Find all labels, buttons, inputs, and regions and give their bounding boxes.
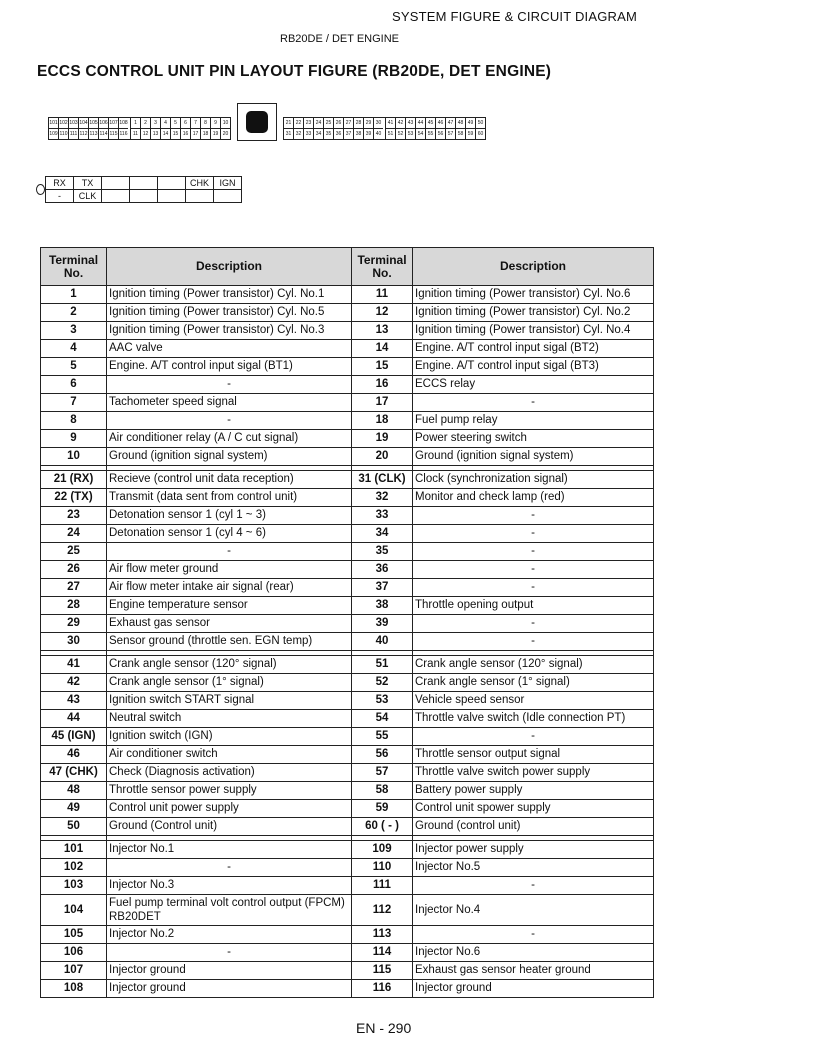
connector-pin: 109 <box>49 128 59 139</box>
terminal-description: Throttle sensor output signal <box>413 746 654 764</box>
terminal-description: - <box>413 525 654 543</box>
table-row <box>41 322 654 340</box>
terminal-number: 107 <box>41 962 107 980</box>
terminal-description: Ground (Control unit) <box>107 818 352 836</box>
connector-pin: 36 <box>334 128 344 139</box>
terminal-description: Monitor and check lamp (red) <box>413 489 654 507</box>
terminal-description: - <box>413 543 654 561</box>
connector-pin: 32 <box>294 128 304 139</box>
diag-pin: - <box>46 190 74 203</box>
terminal-number: 38 <box>352 597 413 615</box>
terminal-number: 54 <box>352 710 413 728</box>
connector-pin: 58 <box>456 128 466 139</box>
connector-pin: 45 <box>426 118 436 128</box>
terminal-description: Throttle valve switch (Idle connection PT) <box>413 710 654 728</box>
connector-pin: 38 <box>354 128 364 139</box>
terminal-number: 49 <box>41 800 107 818</box>
terminal-number: 1 <box>41 286 107 304</box>
terminal-number: 48 <box>41 782 107 800</box>
connector-pin: 111 <box>69 128 79 139</box>
table-row <box>41 376 654 394</box>
terminal-number: 36 <box>352 561 413 579</box>
terminal-description: Ignition timing (Power transistor) Cyl. No.2 <box>413 304 654 322</box>
terminal-number: 13 <box>352 322 413 340</box>
terminal-number: 26 <box>41 561 107 579</box>
pin-table-container <box>40 247 654 998</box>
connector-pin: 43 <box>406 118 416 128</box>
terminal-description: Clock (synchronization signal) <box>413 471 654 489</box>
connector-pin: 34 <box>314 128 324 139</box>
diag-pin: CHK <box>186 177 214 190</box>
connector-pin-block <box>48 117 231 140</box>
terminal-number: 51 <box>352 656 413 674</box>
connector-pin: 60 <box>476 128 485 139</box>
connector-pin: 1 <box>131 118 141 128</box>
terminal-number: 41 <box>41 656 107 674</box>
terminal-number: 58 <box>352 782 413 800</box>
table-row <box>41 412 654 430</box>
terminal-description: - <box>413 561 654 579</box>
connector-pin: 11 <box>131 128 141 139</box>
terminal-description: Air flow meter intake air signal (rear) <box>107 579 352 597</box>
terminal-description: - <box>107 859 352 877</box>
connector-pin-figure <box>48 117 486 141</box>
connector-pin: 110 <box>59 128 69 139</box>
connector-pin: 29 <box>364 118 374 128</box>
connector-pin: 46 <box>436 118 446 128</box>
table-row <box>41 471 654 489</box>
connector-pin: 47 <box>446 118 456 128</box>
terminal-number: 12 <box>352 304 413 322</box>
terminal-description: Engine. A/T control input sigal (BT1) <box>107 358 352 376</box>
terminal-number: 40 <box>352 633 413 651</box>
connector-pin: 15 <box>171 128 181 139</box>
terminal-description: - <box>413 615 654 633</box>
page-title: ECCS CONTROL UNIT PIN LAYOUT FIGURE (RB20DE, DET ENGINE) <box>37 63 552 80</box>
diag-pin: IGN <box>214 177 242 190</box>
terminal-number: 105 <box>41 926 107 944</box>
terminal-description: - <box>413 926 654 944</box>
connector-pin: 19 <box>211 128 221 139</box>
table-row <box>41 448 654 466</box>
terminal-number: 47 (CHK) <box>41 764 107 782</box>
connector-pin: 48 <box>456 118 466 128</box>
terminal-description: Ignition switch (IGN) <box>107 728 352 746</box>
table-row <box>41 692 654 710</box>
connector-pin: 2 <box>141 118 151 128</box>
table-row <box>41 728 654 746</box>
terminal-description: Injector No.4 <box>413 895 654 926</box>
terminal-number: 22 (TX) <box>41 489 107 507</box>
terminal-number: 104 <box>41 895 107 926</box>
terminal-description: Exhaust gas sensor heater ground <box>413 962 654 980</box>
terminal-number: 11 <box>352 286 413 304</box>
diag-pin: TX <box>74 177 102 190</box>
terminal-number: 20 <box>352 448 413 466</box>
terminal-description: Injector ground <box>107 980 352 998</box>
connector-pin: 112 <box>79 128 89 139</box>
table-row <box>41 980 654 998</box>
connector-pin: 3 <box>151 118 161 128</box>
terminal-number: 101 <box>41 841 107 859</box>
connector-pin: 31 <box>284 128 294 139</box>
terminal-number: 115 <box>352 962 413 980</box>
table-row <box>41 286 654 304</box>
connector-pin: 41 <box>386 118 396 128</box>
diag-pin: RX <box>46 177 74 190</box>
terminal-description: Air conditioner relay (A / C cut signal) <box>107 430 352 448</box>
table-row <box>41 340 654 358</box>
connector-pin: 8 <box>201 118 211 128</box>
terminal-description: - <box>413 877 654 895</box>
connector-pin: 56 <box>436 128 446 139</box>
connector-pin: 52 <box>396 128 406 139</box>
table-row <box>41 926 654 944</box>
terminal-description: Transmit (data sent from control unit) <box>107 489 352 507</box>
terminal-number: 57 <box>352 764 413 782</box>
terminal-description: Ignition timing (Power transistor) Cyl. No.1 <box>107 286 352 304</box>
table-row <box>41 615 654 633</box>
terminal-description: Engine. A/T control input sigal (BT2) <box>413 340 654 358</box>
diag-pin <box>102 190 130 203</box>
terminal-number: 46 <box>41 746 107 764</box>
terminal-description: Engine. A/T control input sigal (BT3) <box>413 358 654 376</box>
terminal-description: AAC valve <box>107 340 352 358</box>
terminal-description: Neutral switch <box>107 710 352 728</box>
connector-pin: 6 <box>181 118 191 128</box>
terminal-number: 37 <box>352 579 413 597</box>
terminal-number: 106 <box>41 944 107 962</box>
connector-pin: 4 <box>161 118 171 128</box>
terminal-number: 60 ( - ) <box>352 818 413 836</box>
terminal-description: Ground (control unit) <box>413 818 654 836</box>
connector-pin: 21 <box>284 118 294 128</box>
terminal-description: Fuel pump relay <box>413 412 654 430</box>
connector-pin: 107 <box>109 120 118 126</box>
table-row <box>41 895 654 926</box>
terminal-number: 8 <box>41 412 107 430</box>
terminal-number: 116 <box>352 980 413 998</box>
pin-description-table <box>40 247 654 998</box>
table-row <box>41 525 654 543</box>
connector-pin: 113 <box>89 128 99 139</box>
connector-pin: 42 <box>396 118 406 128</box>
table-row <box>41 944 654 962</box>
terminal-description: - <box>107 543 352 561</box>
connector-pin: 27 <box>344 118 354 128</box>
connector-pin: 37 <box>344 128 354 139</box>
terminal-description: Injector ground <box>107 962 352 980</box>
terminal-number: 27 <box>41 579 107 597</box>
terminal-number: 4 <box>41 340 107 358</box>
terminal-description: Exhaust gas sensor <box>107 615 352 633</box>
header-description-right: Description <box>413 248 654 286</box>
terminal-description: Fuel pump terminal volt control output (FPCM) RB20DET <box>107 895 352 926</box>
connector-pin: 18 <box>201 128 211 139</box>
connector-pin: 54 <box>416 128 426 139</box>
terminal-description: Throttle sensor power supply <box>107 782 352 800</box>
terminal-number: 5 <box>41 358 107 376</box>
diag-pin: CLK <box>74 190 102 203</box>
diag-pin <box>186 190 214 203</box>
diag-pin <box>130 190 158 203</box>
connector-latch-icon <box>36 184 45 195</box>
terminal-description: Injector power supply <box>413 841 654 859</box>
connector-pin: 17 <box>191 128 201 139</box>
terminal-description: Battery power supply <box>413 782 654 800</box>
terminal-description: - <box>413 507 654 525</box>
connector-pin: 25 <box>324 118 334 128</box>
terminal-description: Detonation sensor 1 (cyl 4 ~ 6) <box>107 525 352 543</box>
terminal-description: Injector ground <box>413 980 654 998</box>
terminal-number: 45 (IGN) <box>41 728 107 746</box>
terminal-number: 10 <box>41 448 107 466</box>
terminal-number: 111 <box>352 877 413 895</box>
connector-pin: 9 <box>211 118 221 128</box>
connector-pin: 22 <box>294 118 304 128</box>
terminal-number: 56 <box>352 746 413 764</box>
terminal-description: - <box>107 376 352 394</box>
connector-pin: 30 <box>375 120 382 126</box>
terminal-number: 15 <box>352 358 413 376</box>
terminal-description: Power steering switch <box>413 430 654 448</box>
terminal-number: 18 <box>352 412 413 430</box>
terminal-description: Crank angle sensor (1° signal) <box>107 674 352 692</box>
terminal-description: Crank angle sensor (120° signal) <box>413 656 654 674</box>
terminal-description: Injector No.3 <box>107 877 352 895</box>
terminal-number: 29 <box>41 615 107 633</box>
terminal-number: 112 <box>352 895 413 926</box>
terminal-number: 21 (RX) <box>41 471 107 489</box>
terminal-description: Injector No.5 <box>413 859 654 877</box>
connector-pin: 7 <box>191 118 201 128</box>
connector-pin: 40 <box>374 128 383 139</box>
connector-pin: 106 <box>99 120 108 126</box>
connector-pin: 23 <box>304 118 314 128</box>
terminal-description: Injector No.2 <box>107 926 352 944</box>
table-row <box>41 877 654 895</box>
terminal-description: Air conditioner switch <box>107 746 352 764</box>
terminal-number: 109 <box>352 841 413 859</box>
terminal-description: - <box>107 944 352 962</box>
diag-pin <box>214 190 242 203</box>
terminal-description: Control unit power supply <box>107 800 352 818</box>
connector-pin: 28 <box>354 118 364 128</box>
terminal-number: 33 <box>352 507 413 525</box>
terminal-number: 30 <box>41 633 107 651</box>
terminal-description: - <box>413 394 654 412</box>
table-row <box>41 841 654 859</box>
table-row <box>41 543 654 561</box>
table-row <box>41 656 654 674</box>
terminal-number: 34 <box>352 525 413 543</box>
terminal-number: 31 (CLK) <box>352 471 413 489</box>
terminal-number: 23 <box>41 507 107 525</box>
terminal-number: 108 <box>41 980 107 998</box>
terminal-description: Recieve (control unit data reception) <box>107 471 352 489</box>
connector-pin: 101 <box>49 120 58 126</box>
terminal-description: - <box>413 579 654 597</box>
table-row <box>41 358 654 376</box>
engine-subheading: RB20DE / DET ENGINE <box>280 33 399 45</box>
terminal-description: Crank angle sensor (120° signal) <box>107 656 352 674</box>
terminal-number: 59 <box>352 800 413 818</box>
terminal-description: - <box>413 633 654 651</box>
terminal-number: 7 <box>41 394 107 412</box>
terminal-description: Throttle opening output <box>413 597 654 615</box>
terminal-number: 55 <box>352 728 413 746</box>
table-row <box>41 597 654 615</box>
terminal-number: 103 <box>41 877 107 895</box>
terminal-number: 42 <box>41 674 107 692</box>
terminal-number: 110 <box>352 859 413 877</box>
section-heading: SYSTEM FIGURE & CIRCUIT DIAGRAM <box>392 9 638 24</box>
connector-pin: 57 <box>446 128 456 139</box>
terminal-description: Ignition timing (Power transistor) Cyl. No.4 <box>413 322 654 340</box>
terminal-description: Control unit spower supply <box>413 800 654 818</box>
terminal-description: Throttle valve switch power supply <box>413 764 654 782</box>
connector-pin: 55 <box>426 128 436 139</box>
connector-pin: 115 <box>109 128 119 139</box>
terminal-description: Sensor ground (throttle sen. EGN temp) <box>107 633 352 651</box>
terminal-number: 39 <box>352 615 413 633</box>
connector-pin: 108 <box>119 120 128 126</box>
terminal-number: 53 <box>352 692 413 710</box>
connector-pin: 5 <box>171 118 181 128</box>
connector-pin: 24 <box>314 118 324 128</box>
connector-pin: 35 <box>324 128 334 139</box>
connector-pin: 14 <box>161 128 171 139</box>
connector-pin: 51 <box>386 128 396 139</box>
terminal-number: 9 <box>41 430 107 448</box>
terminal-number: 3 <box>41 322 107 340</box>
terminal-number: 19 <box>352 430 413 448</box>
terminal-description: Crank angle sensor (1° signal) <box>413 674 654 692</box>
terminal-number: 25 <box>41 543 107 561</box>
terminal-number: 43 <box>41 692 107 710</box>
terminal-description: Ignition timing (Power transistor) Cyl. No.6 <box>413 286 654 304</box>
terminal-number: 2 <box>41 304 107 322</box>
table-row <box>41 962 654 980</box>
diagnosis-connector <box>45 176 242 203</box>
terminal-number: 113 <box>352 926 413 944</box>
diag-pin <box>158 190 186 203</box>
connector-pin: 104 <box>79 120 88 126</box>
connector-pin: 44 <box>416 118 426 128</box>
table-row <box>41 489 654 507</box>
terminal-number: 28 <box>41 597 107 615</box>
connector-pin: 49 <box>466 118 476 128</box>
terminal-description: - <box>107 412 352 430</box>
table-row <box>41 818 654 836</box>
terminal-description: Ignition timing (Power transistor) Cyl. No.5 <box>107 304 352 322</box>
terminal-number: 16 <box>352 376 413 394</box>
table-row <box>41 430 654 448</box>
terminal-description: Ignition timing (Power transistor) Cyl. No.3 <box>107 322 352 340</box>
terminal-description: Ignition switch START signal <box>107 692 352 710</box>
connector-pin: 20 <box>221 128 230 139</box>
terminal-description: Air flow meter ground <box>107 561 352 579</box>
header-description-left: Description <box>107 248 352 286</box>
connector-pin: 16 <box>181 128 191 139</box>
terminal-description: Tachometer speed signal <box>107 394 352 412</box>
terminal-number: 52 <box>352 674 413 692</box>
connector-pin: 50 <box>477 120 484 126</box>
terminal-number: 50 <box>41 818 107 836</box>
connector-pin: 12 <box>141 128 151 139</box>
diag-pin <box>102 177 130 190</box>
terminal-description: Ground (ignition signal system) <box>107 448 352 466</box>
diag-pin <box>130 177 158 190</box>
table-row <box>41 674 654 692</box>
table-row <box>41 579 654 597</box>
page-number: EN - 290 <box>356 1020 412 1036</box>
terminal-number: 102 <box>41 859 107 877</box>
terminal-number: 17 <box>352 394 413 412</box>
terminal-description: Detonation sensor 1 (cyl 1 ~ 3) <box>107 507 352 525</box>
connector-pin: 33 <box>304 128 314 139</box>
table-row <box>41 394 654 412</box>
table-row <box>41 507 654 525</box>
terminal-description: Engine temperature sensor <box>107 597 352 615</box>
table-row <box>41 782 654 800</box>
connector-pin: 59 <box>466 128 476 139</box>
connector-pin: 102 <box>59 120 68 126</box>
table-row <box>41 710 654 728</box>
terminal-description: Injector No.1 <box>107 841 352 859</box>
header-terminal-right: Terminal No. <box>352 248 413 286</box>
connector-pin: 10 <box>222 120 229 126</box>
terminal-description: Vehicle speed sensor <box>413 692 654 710</box>
connector-pin: 26 <box>334 118 344 128</box>
connector-pin: 114 <box>99 128 109 139</box>
connector-pin: 105 <box>89 120 98 126</box>
terminal-number: 24 <box>41 525 107 543</box>
table-row <box>41 800 654 818</box>
connector-pin: 13 <box>151 128 161 139</box>
connector-pin-block <box>283 117 486 140</box>
table-row <box>41 746 654 764</box>
connector-pin: 116 <box>119 128 128 139</box>
terminal-description: Ground (ignition signal system) <box>413 448 654 466</box>
terminal-description: - <box>413 728 654 746</box>
terminal-number: 44 <box>41 710 107 728</box>
connector-pin: 103 <box>69 120 78 126</box>
table-row <box>41 561 654 579</box>
table-row <box>41 304 654 322</box>
connector-pin: 53 <box>406 128 416 139</box>
table-row <box>41 633 654 651</box>
terminal-number: 32 <box>352 489 413 507</box>
terminal-description: Check (Diagnosis activation) <box>107 764 352 782</box>
terminal-description: ECCS relay <box>413 376 654 394</box>
connector-key <box>237 103 277 141</box>
terminal-number: 6 <box>41 376 107 394</box>
diag-pin <box>158 177 186 190</box>
terminal-number: 114 <box>352 944 413 962</box>
table-row <box>41 764 654 782</box>
terminal-description: Injector No.6 <box>413 944 654 962</box>
table-row <box>41 859 654 877</box>
connector-pin: 39 <box>364 128 374 139</box>
header-terminal-left: Terminal No. <box>41 248 107 286</box>
terminal-number: 14 <box>352 340 413 358</box>
connector-key-icon <box>246 111 268 133</box>
terminal-number: 35 <box>352 543 413 561</box>
